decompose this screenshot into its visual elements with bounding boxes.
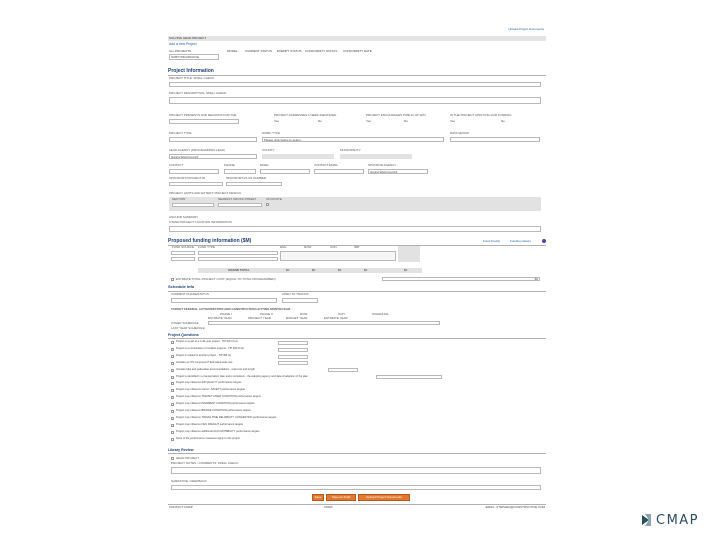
- divider: [168, 75, 546, 76]
- project-form: [168, 27, 546, 516]
- narrative-label: NARRATIVE / FEEDBACK: [171, 479, 207, 483]
- radio-no-1[interactable]: No: [318, 119, 322, 123]
- question-label: Project is identified in a transportation plan and is consistent - the adopting agency and date of adoption of the plan: [176, 374, 308, 378]
- grand-total-imp: $0: [364, 268, 368, 272]
- sponsor-project-id-label: SPONSOR'S PROJECT ID: [169, 176, 206, 180]
- project-description-label: PROJECT DESCRIPTION: SPELL CHECK: [169, 91, 227, 95]
- grand-total-row-value: $0: [312, 268, 316, 272]
- col-eng: ENG: [280, 245, 287, 249]
- col-schedule: SCHEDULE: [372, 312, 389, 316]
- limits-section-label: SECTION: [172, 197, 186, 201]
- project-type-label: PROJECT TYPE: [169, 131, 192, 135]
- question-label: Includes bike and pedestrian accommodations - total cost and length: [176, 367, 255, 371]
- fund-type-select-1[interactable]: [198, 251, 278, 255]
- sponsor-plan-number-label: SPONSOR'S PLAN NUMBER: [226, 176, 267, 180]
- estimate-label: ESTIMATE TOTAL PROJECT COST (EQUAL TO TOTAL PROGRAMMED): [176, 277, 276, 281]
- narrative-input[interactable]: [171, 485, 541, 490]
- schedule-title: Schedule Info: [168, 284, 195, 289]
- subcol-2: PROJECT YEAR: [248, 316, 271, 320]
- col-phase-2: PHASE II: [260, 312, 273, 316]
- tab-model[interactable]: MODEL: [227, 49, 238, 53]
- question-label: Project may influence additional ACCOUNTABILITY performance targets: [176, 429, 260, 433]
- col-fund-source: FUND SOURCE: [172, 245, 195, 249]
- question-checkbox[interactable]: [171, 410, 174, 413]
- subcol-1: ESTIMATE YEAR: [208, 316, 232, 320]
- limits-cross-street-label: NEAREST CROSS STREET: [218, 197, 257, 201]
- subcol-3: BUDGET YEAR: [286, 316, 308, 320]
- question-label: Includes an ITS component? Estimated total cost: [176, 360, 233, 364]
- open-traffic-label: OPEN TO TRAFFIC: [282, 292, 309, 296]
- footer-contact[interactable]: CONTACT CMAP: [169, 505, 193, 509]
- question-checkbox[interactable]: [171, 396, 174, 399]
- question-checkbox[interactable]: [171, 389, 174, 392]
- save-button[interactable]: Save: [312, 494, 324, 501]
- subcol-4: ESTIMATE YEAR: [324, 316, 348, 320]
- question-input[interactable]: [278, 341, 308, 345]
- project-title-input[interactable]: [169, 82, 541, 87]
- data-group-label: DATA GROUP: [450, 131, 470, 135]
- question-label: Project is a combination of multiple projects - TIP ID# (if so): [176, 346, 245, 350]
- question-checkbox[interactable]: [171, 348, 174, 351]
- sponsor-agency-label: SPONSOR AGENCY: [368, 163, 397, 167]
- question-label: Project may influence TRAVEL TIME RELIABILITY CONGESTION performance targets: [176, 415, 277, 419]
- header-bar: [168, 36, 546, 41]
- project-title-label: PROJECT TITLE: SPELL CHECK: [169, 76, 215, 80]
- project-questions-title: Project Questions: [168, 333, 199, 337]
- question-label: Project may influence NHS FREIGHT performance targets: [176, 422, 243, 426]
- total-column: [398, 246, 420, 262]
- question-label: Project may influence AIR QUALITY performance targets: [176, 381, 242, 385]
- last-schedule-label: LAST YEAR SCHEDULE: [171, 326, 205, 330]
- county-select[interactable]: [262, 154, 334, 159]
- current-phase-label: CURRENT PHASE/STATUS: [171, 292, 209, 296]
- comment-input[interactable]: [171, 467, 541, 474]
- project-description-input[interactable]: [169, 97, 541, 104]
- question-label: Project may influence BRIDGE CONDITION performance targets: [176, 409, 251, 412]
- phone-input[interactable]: [224, 169, 256, 174]
- cmap-logo-text: CMAP: [656, 512, 700, 528]
- work-type-select[interactable]: Please click below to select...: [262, 137, 444, 142]
- help-icon[interactable]: [542, 239, 546, 243]
- radio-no-3[interactable]: No: [501, 119, 505, 123]
- cmap-logo: [640, 510, 710, 530]
- col-imp: IMP: [354, 245, 360, 249]
- county-label: COUNTY: [262, 148, 275, 152]
- status-select[interactable]: [169, 119, 239, 124]
- head-project-checkbox[interactable]: [171, 457, 174, 460]
- question-label: Project may influence transit - SAFETY performance targets: [176, 388, 245, 392]
- grand-total-total: $0: [404, 268, 408, 272]
- question-checkbox[interactable]: [171, 382, 174, 385]
- divider: [168, 453, 546, 454]
- question-checkbox[interactable]: [171, 369, 174, 372]
- col-phase-1: PHASE I: [220, 312, 232, 316]
- question-checkbox[interactable]: [171, 424, 174, 427]
- col-sched-con: CON: [338, 312, 345, 316]
- contact-label: CONTACT: [169, 163, 184, 167]
- divider: [168, 338, 546, 339]
- question-input[interactable]: [328, 368, 358, 372]
- fund-pools-link[interactable]: Fund Pool(s): [483, 239, 501, 243]
- fund-source-select-2[interactable]: [171, 257, 195, 261]
- subtype-select[interactable]: SUBTYPE/ARCHIVE: [169, 54, 219, 60]
- question-label: None of the performance measures apply to this project: [176, 436, 240, 440]
- tab-conformity-status[interactable]: CONFORMITY STATUS: [305, 49, 338, 53]
- question-checkbox[interactable]: [171, 362, 174, 365]
- limits-cross-street-input[interactable]: [218, 203, 262, 207]
- grand-total-eng: $0: [286, 268, 290, 272]
- current-phase-select[interactable]: [171, 298, 277, 303]
- lead-agency-select[interactable]: Hanna Weld Council: [169, 154, 257, 159]
- limits-section-select[interactable]: [172, 203, 214, 207]
- question-label: Project may influence TRANSIT ASSET CONDITION performance targets: [176, 395, 261, 399]
- sponsor-plan-number-input[interactable]: [226, 182, 282, 186]
- limits-on-route-label: ON ROUTE: [266, 197, 282, 201]
- phone-label: PHONE: [224, 163, 235, 167]
- email-input[interactable]: [260, 169, 310, 174]
- project-information-title: Project Information: [168, 68, 214, 74]
- question-input[interactable]: [376, 375, 442, 379]
- row-label-2: PROJECT ADDRESSES A NEED IDENTIFIED: [274, 113, 337, 117]
- target-label: TARGET FEDERAL AUTHORIZATION AND CONSTRUCTION LETTING MONTH/YEAR: [171, 307, 291, 311]
- radio-yes-3[interactable]: Yes: [450, 119, 455, 123]
- municipality-select[interactable]: [340, 154, 412, 159]
- estimate-checkbox[interactable]: [171, 278, 174, 281]
- head-project-label: HEAD PROJECT: [176, 456, 200, 460]
- question-input[interactable]: [278, 361, 308, 365]
- other-schedule-inputs[interactable]: [208, 321, 440, 325]
- upload-documents-button[interactable]: Upload Project Documents: [358, 494, 410, 501]
- col-con: CON: [330, 245, 337, 249]
- tab-all-projects[interactable]: ALL PROJECTS: [169, 49, 192, 53]
- question-checkbox[interactable]: [171, 417, 174, 420]
- question-checkbox[interactable]: [171, 431, 174, 434]
- comment-label: PROJECT NOTES / COMMENTS: SPELL CHECK: [171, 461, 239, 465]
- row-label-1: PROJECT PRESENTS AND REASONS FOR THE: [169, 113, 237, 117]
- question-input[interactable]: [278, 348, 308, 352]
- radio-yes-2[interactable]: Yes: [366, 119, 371, 123]
- breadcrumb[interactable]: Add a new Project: [169, 42, 197, 46]
- cmap-logo-mark: [640, 513, 652, 527]
- contact-input[interactable]: [169, 169, 219, 174]
- divider: [168, 291, 546, 292]
- question-input[interactable]: [278, 355, 308, 359]
- col-fund-type: FUND TYPE: [198, 245, 215, 249]
- fund-type-select-2[interactable]: [198, 257, 278, 261]
- sponsor-agency-select[interactable]: Hanna Weld Council: [368, 169, 428, 174]
- project-path: SOLVING HEAD PROJECT: [169, 36, 207, 40]
- tab-exempt-status[interactable]: EXEMPT STATUS: [277, 49, 302, 53]
- limits-on-route-checkbox[interactable]: [266, 203, 269, 206]
- municipality-label: MUNICIPALITY: [340, 148, 361, 152]
- question-checkbox[interactable]: [171, 438, 174, 441]
- email-label: EMAIL: [260, 163, 270, 167]
- row-label-4: IS THE PROJECT APPLYING FOR FUNDING: [450, 113, 512, 117]
- lead-agency-label: LEAD AGENCY (PROGRAMMING LEAD): [169, 148, 225, 152]
- col-row: ROW: [304, 245, 312, 249]
- grand-total-label: GRAND TOTAL: [228, 268, 250, 272]
- location-info-input[interactable]: [169, 226, 541, 232]
- radio-yes-1[interactable]: Yes: [274, 119, 279, 123]
- data-group-select[interactable]: [450, 137, 540, 142]
- tab-current-status[interactable]: CURRENT STATUS: [245, 49, 272, 53]
- limits-label: PROJECT LIMITS AND EXTENT: PROJECT DESIGN: [169, 191, 241, 195]
- tab-conformity-date[interactable]: CONFORMITY DATE: [343, 49, 372, 53]
- question-label: Project is related to another project - TIP ID# (s): [176, 353, 231, 357]
- footer-center: CMAP: [324, 505, 333, 509]
- project-type-select[interactable]: [169, 137, 257, 142]
- question-checkbox[interactable]: [171, 341, 174, 344]
- question-label: Project may influence PAVEMENT CONDITION performance targets: [176, 402, 255, 406]
- grand-total-con: $0: [338, 268, 342, 272]
- radio-no-2[interactable]: No: [404, 119, 408, 123]
- question-label: Project is a part of a multi-year project - TIP ID# (if so): [176, 340, 238, 343]
- col-sched-row: ROW: [300, 312, 308, 316]
- contact-email-label: CONTACT EMAIL: [314, 163, 339, 167]
- funding-amount-grid[interactable]: [280, 251, 396, 261]
- funding-title: Proposed funding information ($M): [168, 238, 252, 244]
- library-review-title: Library Review: [168, 448, 194, 452]
- location-info-label: OTHER PROJECT LOCATION INFORMATION: [169, 220, 232, 224]
- question-checkbox[interactable]: [171, 376, 174, 379]
- question-checkbox[interactable]: [171, 355, 174, 358]
- save-draft-button[interactable]: Save As Draft: [326, 494, 356, 501]
- anchor-summary-label: ANCHOR SUMMARY: [169, 215, 199, 219]
- question-checkbox[interactable]: [171, 403, 174, 406]
- contact-email-input[interactable]: [314, 169, 364, 174]
- row-label-3: PROJECT ENCOURAGES PUBLIC OF WAY: [366, 113, 427, 117]
- other-schedule-label: OTHER SCHEDULE: [171, 321, 199, 325]
- funding-history-link[interactable]: Funding History: [510, 239, 532, 243]
- work-type-label: WORK TYPE: [262, 131, 280, 135]
- sponsor-project-id-input[interactable]: [169, 182, 223, 186]
- estimate-input[interactable]: $0: [382, 277, 540, 281]
- fund-source-select-1[interactable]: [171, 251, 195, 255]
- upload-documents-link[interactable]: Upload Project Documents: [508, 27, 544, 31]
- open-traffic-select[interactable]: [282, 298, 318, 303]
- footer-email[interactable]: EMAIL: STEPHEN@CONSTRUCTIVE.COM: [485, 505, 545, 509]
